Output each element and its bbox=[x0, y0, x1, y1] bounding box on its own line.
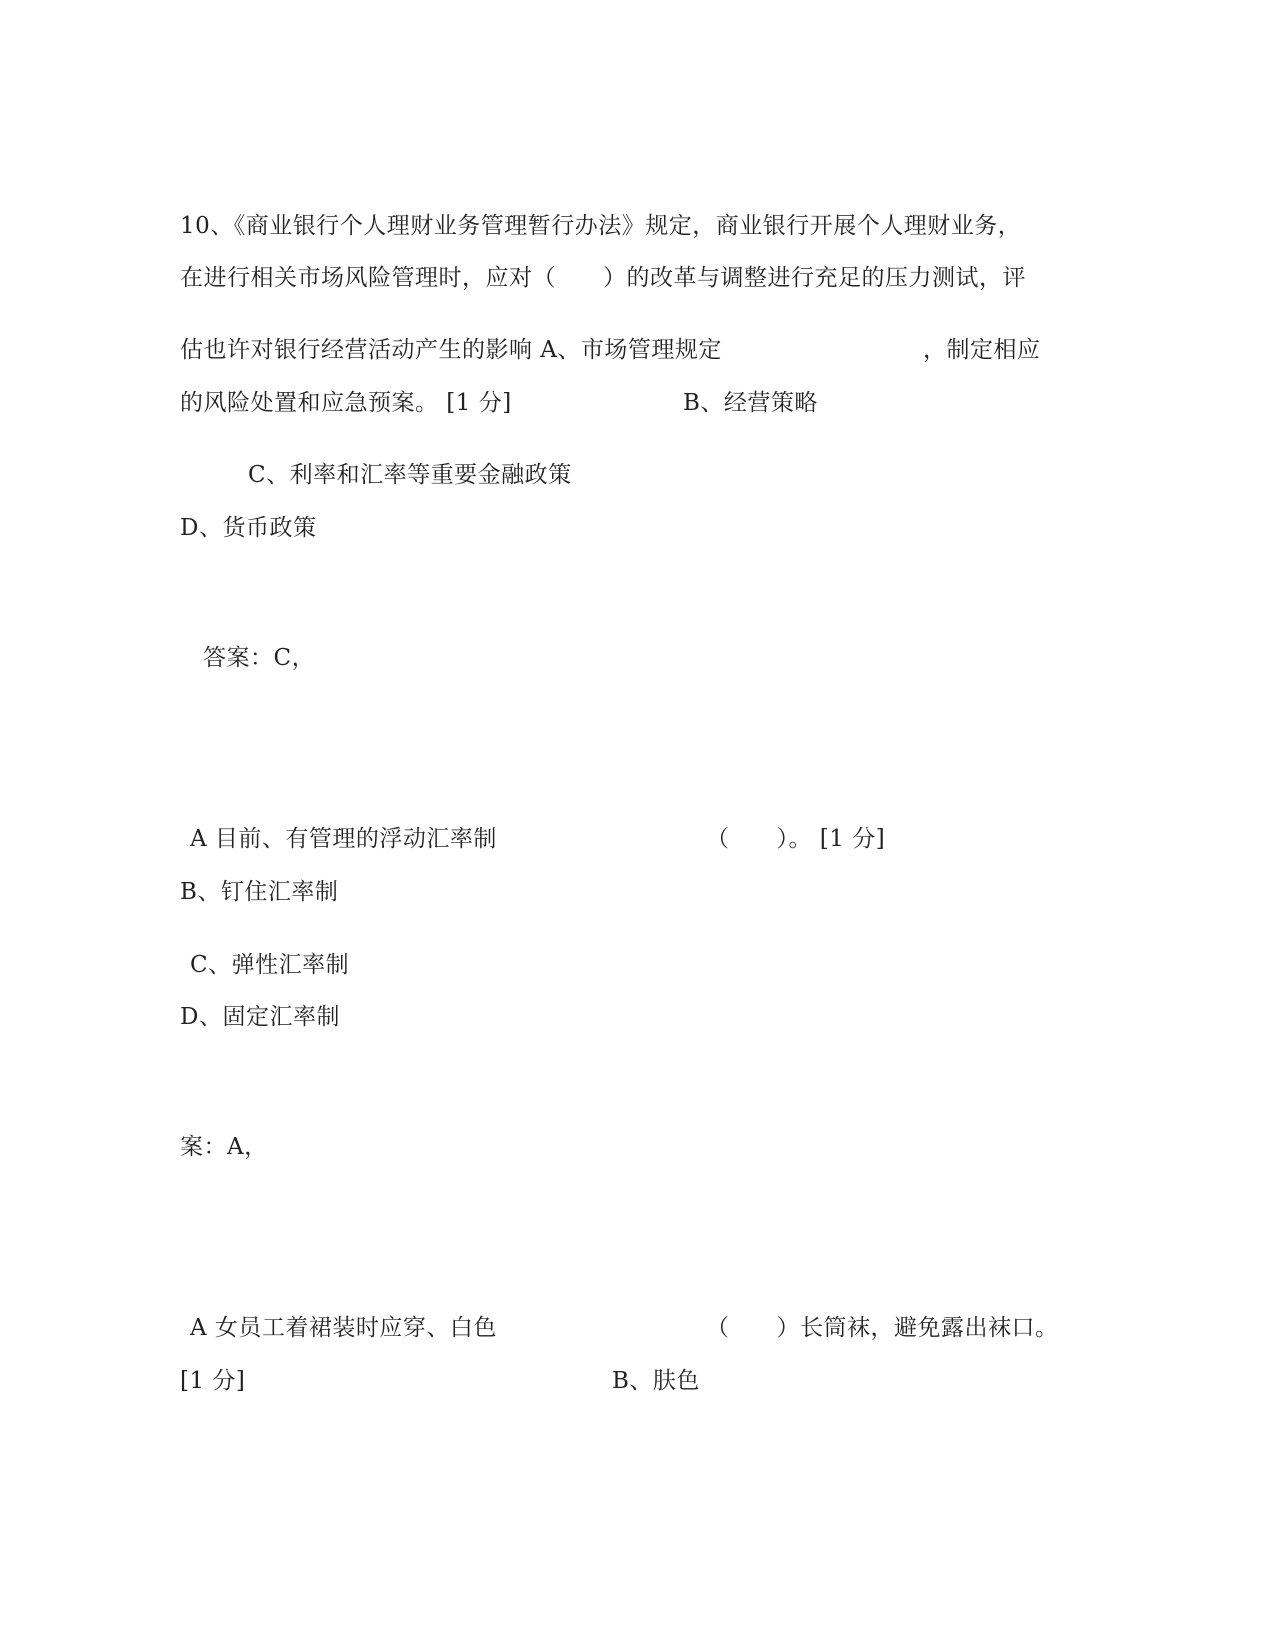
q2-option-b: B、钉住汇率制 bbox=[180, 879, 339, 905]
q3-option-b: B、肤色 bbox=[612, 1368, 700, 1394]
q2-option-a: A 目前、有管理的浮动汇率制 bbox=[190, 826, 497, 852]
q1-stem-line-2: 在进行相关市场风险管理时，应对（ ）的改革与调整进行充足的压力测试，评 bbox=[180, 265, 1026, 291]
q1-stem-line-1: 10、《商业银行个人理财业务管理暂行办法》规定，商业银行开展个人理财业务， bbox=[180, 213, 1022, 239]
q2-stem: （ ）。 [1 分] bbox=[706, 826, 886, 852]
q1-option-c: C、利率和汇率等重要金融政策 bbox=[248, 462, 572, 488]
q1-stem-line-3: 估也许对银行经营活动产生的影响 A、市场管理规定 bbox=[180, 337, 722, 363]
q2-option-d: D、固定汇率制 bbox=[180, 1004, 340, 1030]
q3-option-a: A 女员工着裙装时应穿、白色 bbox=[190, 1315, 497, 1341]
q1-stem-line-4: 的风险处置和应急预案。 [1 分] bbox=[180, 390, 512, 416]
q2-option-c: C、弹性汇率制 bbox=[190, 952, 350, 978]
q3-score: [1 分] bbox=[180, 1368, 246, 1394]
q1-answer: 答案：C， bbox=[203, 645, 316, 671]
q1-option-d: D、货币政策 bbox=[180, 515, 317, 541]
q1-option-b: B、经营策略 bbox=[683, 390, 818, 416]
q2-answer: 案：A， bbox=[180, 1134, 268, 1160]
q3-stem: （ ）长筒袜，避免露出袜口。 bbox=[706, 1315, 1059, 1341]
q1-stem-line-3-right: ，制定相应 bbox=[923, 337, 1041, 363]
